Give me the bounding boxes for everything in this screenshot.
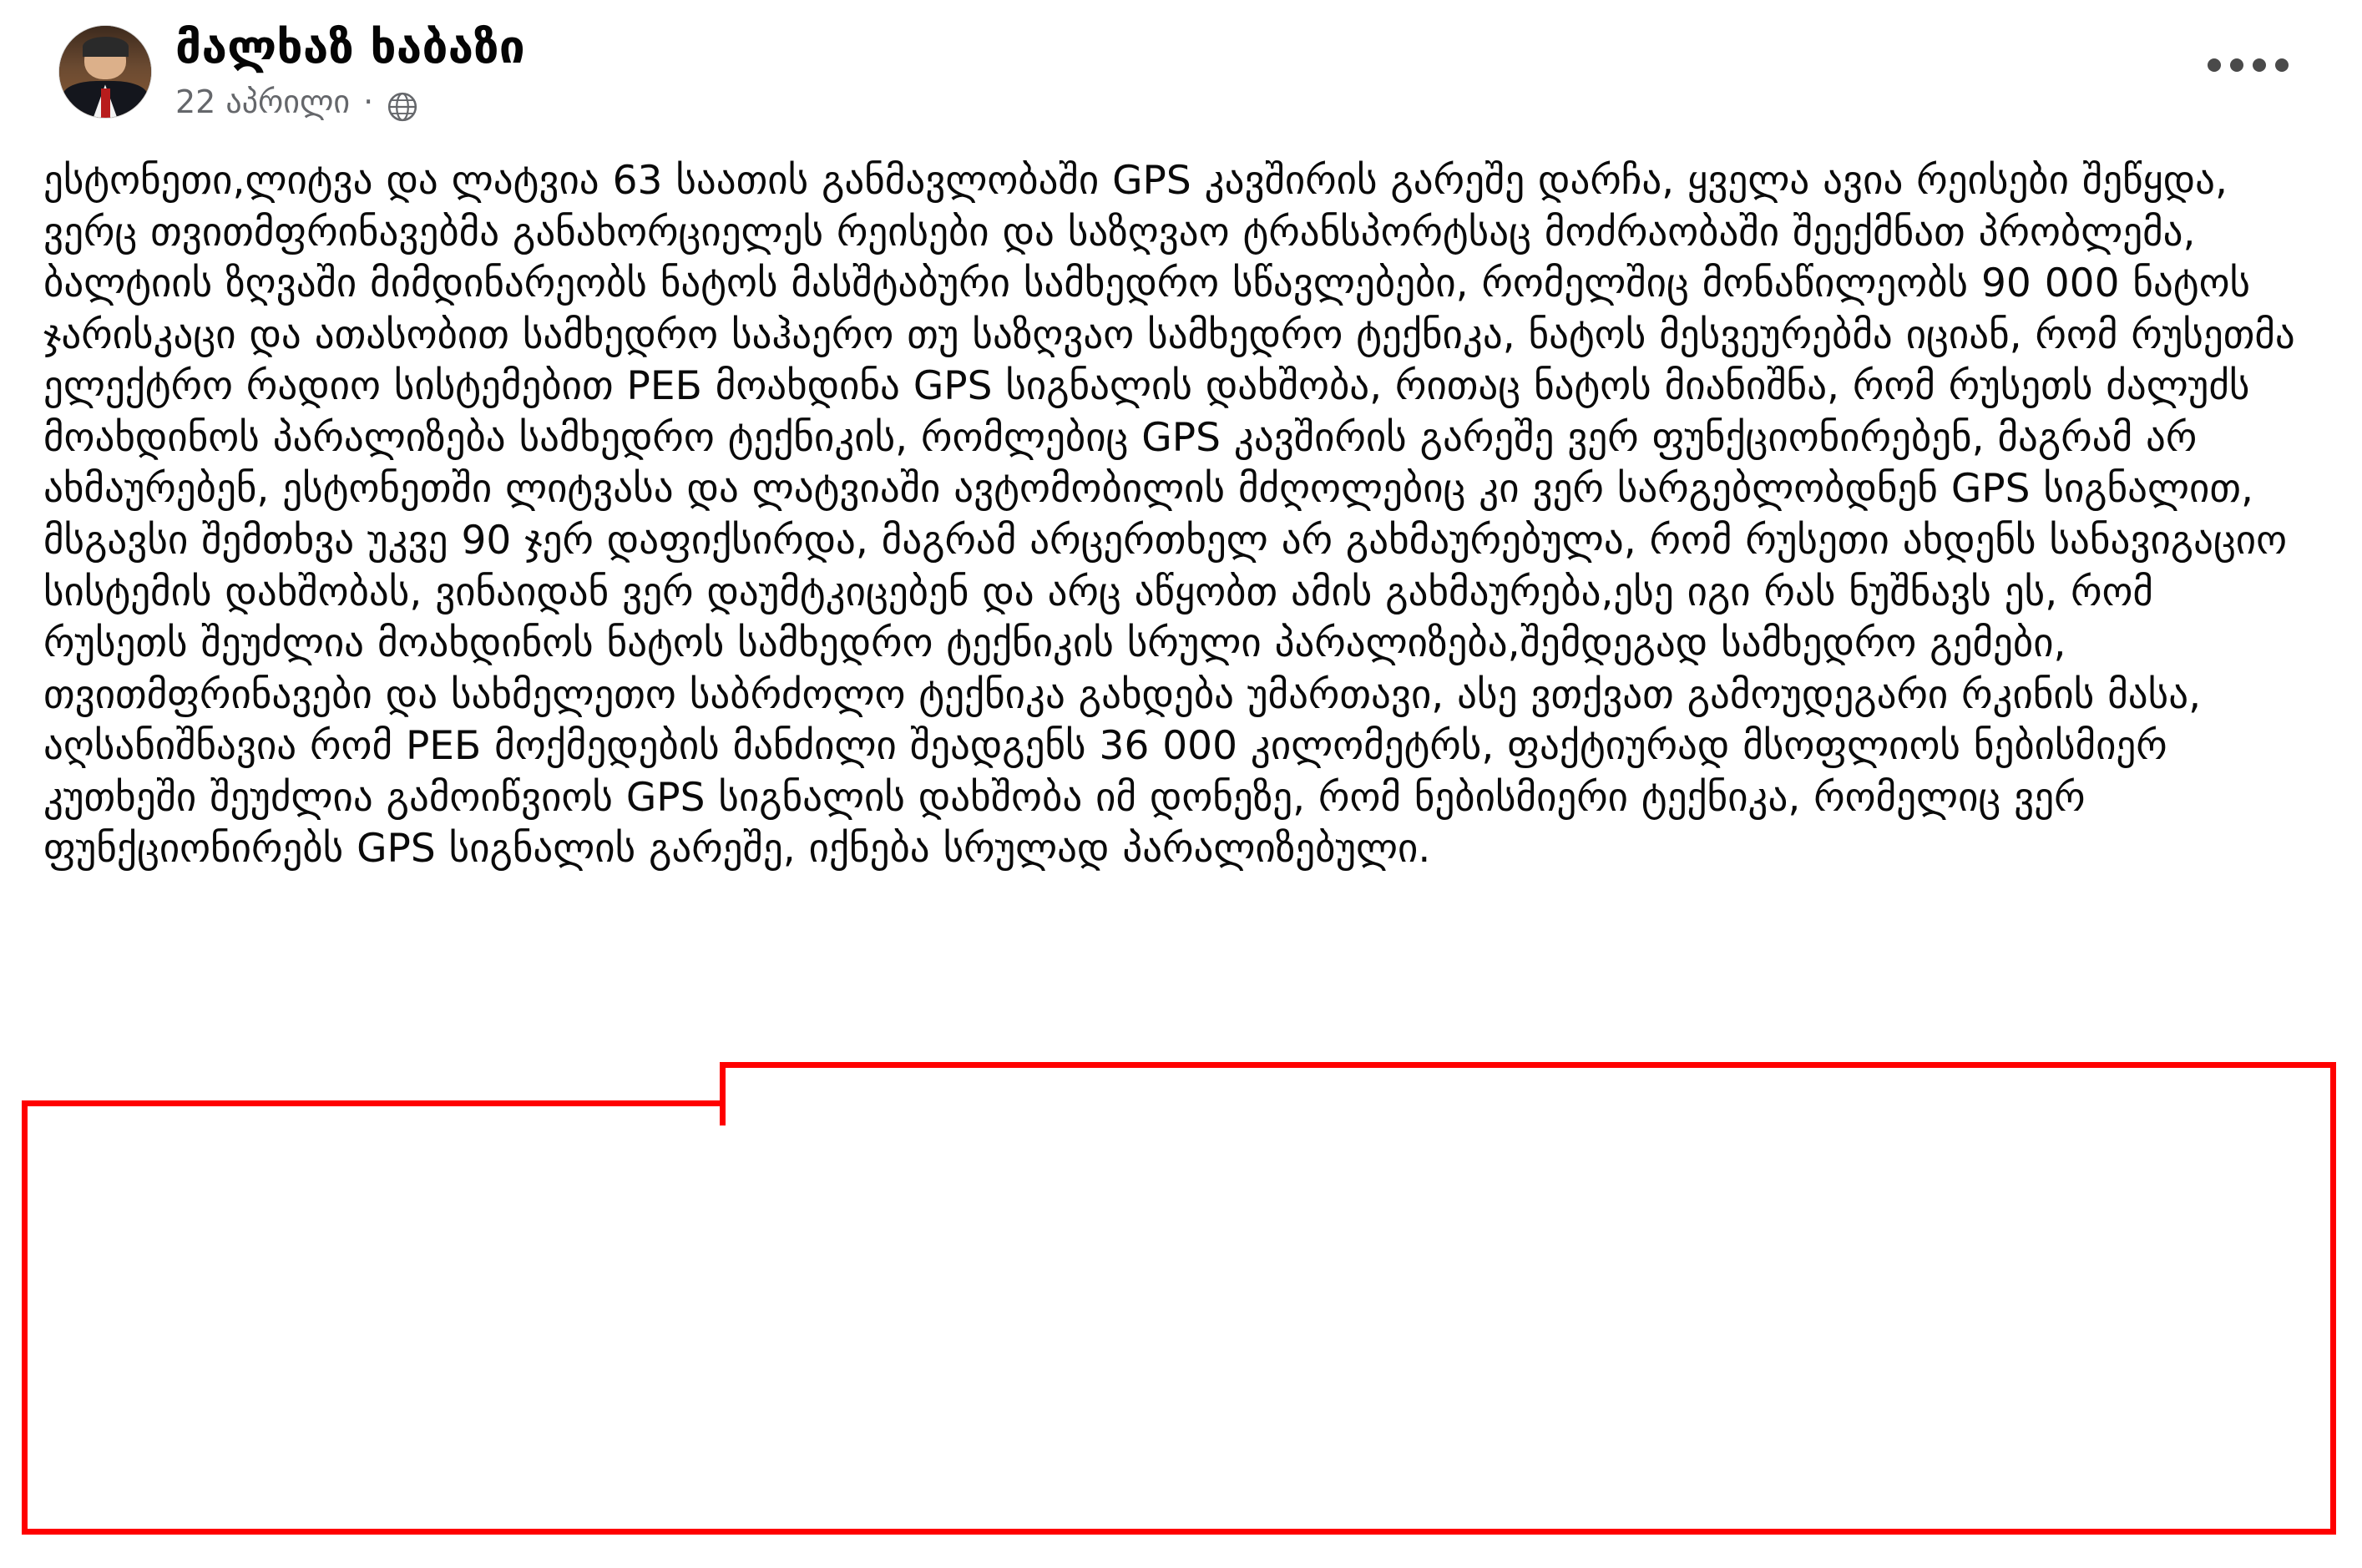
post-author-block xyxy=(175,18,525,120)
annotation-box-join-mask xyxy=(726,1095,2330,1108)
avatar[interactable] xyxy=(58,25,152,119)
post-text xyxy=(43,155,2309,875)
annotation-box-main xyxy=(22,1100,2336,1535)
ellipsis-dot xyxy=(2275,58,2289,72)
ellipsis-dot xyxy=(2230,58,2243,72)
post-body xyxy=(25,155,2329,875)
post-meta xyxy=(175,83,525,120)
meta-separator: · xyxy=(363,83,374,120)
ellipsis-dot xyxy=(2208,58,2221,72)
post-author-name[interactable]: მალხაზ ხაბაზი xyxy=(175,20,525,73)
post-text-main: ესტონეთი,ლიტვა და ლატვია 63 საათის განმავლობაში GPS კავშირის გარეშე დარჩა, ყველა ავია რეისები შეწყდა, ვერც თვითმფრინავებმა განახორციელეს რეისები და საზღვაო ტრანსპორტსაც მოძრაობაში შეექმნათ პრობლემა, ბალტიის ზღვაში მიმდინარეობს ნატოს მასშტაბური სამხედრო სწავლებები, რომელშიც მონაწილეობს 90 000 ნატოს ჯარისკაცი და ათასობით სამხედრო საჰაერო თუ საზღვაო სამხედრო ტექნიკა, ნატოს მესვეურებმა იციან, რომ რუსეთმა ელექტრო რადიო სისტემებით РЕБ მოახდინა GPS სიგნალის დახშობა, რითაც ნატოს მიანიშნა, რომ რუსეთს ძალუძს მოახდინოს პარალიზება სამხედრო ტექნიკის, რომლებიც GPS კავშირის გარეშე ვერ ფუნქციონირებენ, მაგრამ არ ახმაურებენ, ესტონეთში ლიტვასა და ლატვიაში ავტომობილის მძღოლებიც კი ვერ სარგებლობდნენ GPS სიგნალით, მსგავსი შემთხვა უკვე 90 ჯერ დაფიქსირდა, მაგრამ არცერთხელ არ გახმაურებულა, რომ რუსეთი ახდენს სანავიგაციო სისტემის დახშობას, ვინაიდან ვერ დაუმტკიცებენ და არც აწყობთ ამის გახმაურება, xyxy=(43,158,2295,615)
ellipsis-dot xyxy=(2253,58,2266,72)
globe-icon[interactable] xyxy=(387,91,418,123)
post-text-highlighted: ესე იგი რას ნუშნავს ეს, რომ რუსეთს შეუძლია მოახდინოს ნატოს სამხედრო ტექნიკის სრული პარალიზება,შემდეგად სამხედრო გემები, თვითმფრინავები და სახმელეთო საბრძოლო ტექნიკა გახდება უმართავი, ასე ვთქვათ გამოუდეგარი რკინის მასა, აღსანიშნავია რომ РЕБ მოქმედების მანძილი შეადგენს 36 000 კილომეტრს, ფაქტიურად მსოფლიოს ნებისმიერ კუთხეში შეუძლია გამოიწვიოს GPS სიგნალის დახშობა იმ დონეზე, რომ ნებისმიერი ტექნიკა, რომელიც ვერ ფუნქციონირებს GPS სიგნალის გარეშე, იქნება სრულად პარალიზებული. xyxy=(43,569,2202,873)
ellipsis-icon[interactable] xyxy=(2198,48,2299,82)
avatar-tie xyxy=(101,89,110,118)
avatar-hair xyxy=(83,37,129,57)
post-date[interactable]: 22 აპრილი xyxy=(175,83,351,120)
annotation-box-top xyxy=(720,1062,2336,1125)
post-header xyxy=(25,18,2329,144)
